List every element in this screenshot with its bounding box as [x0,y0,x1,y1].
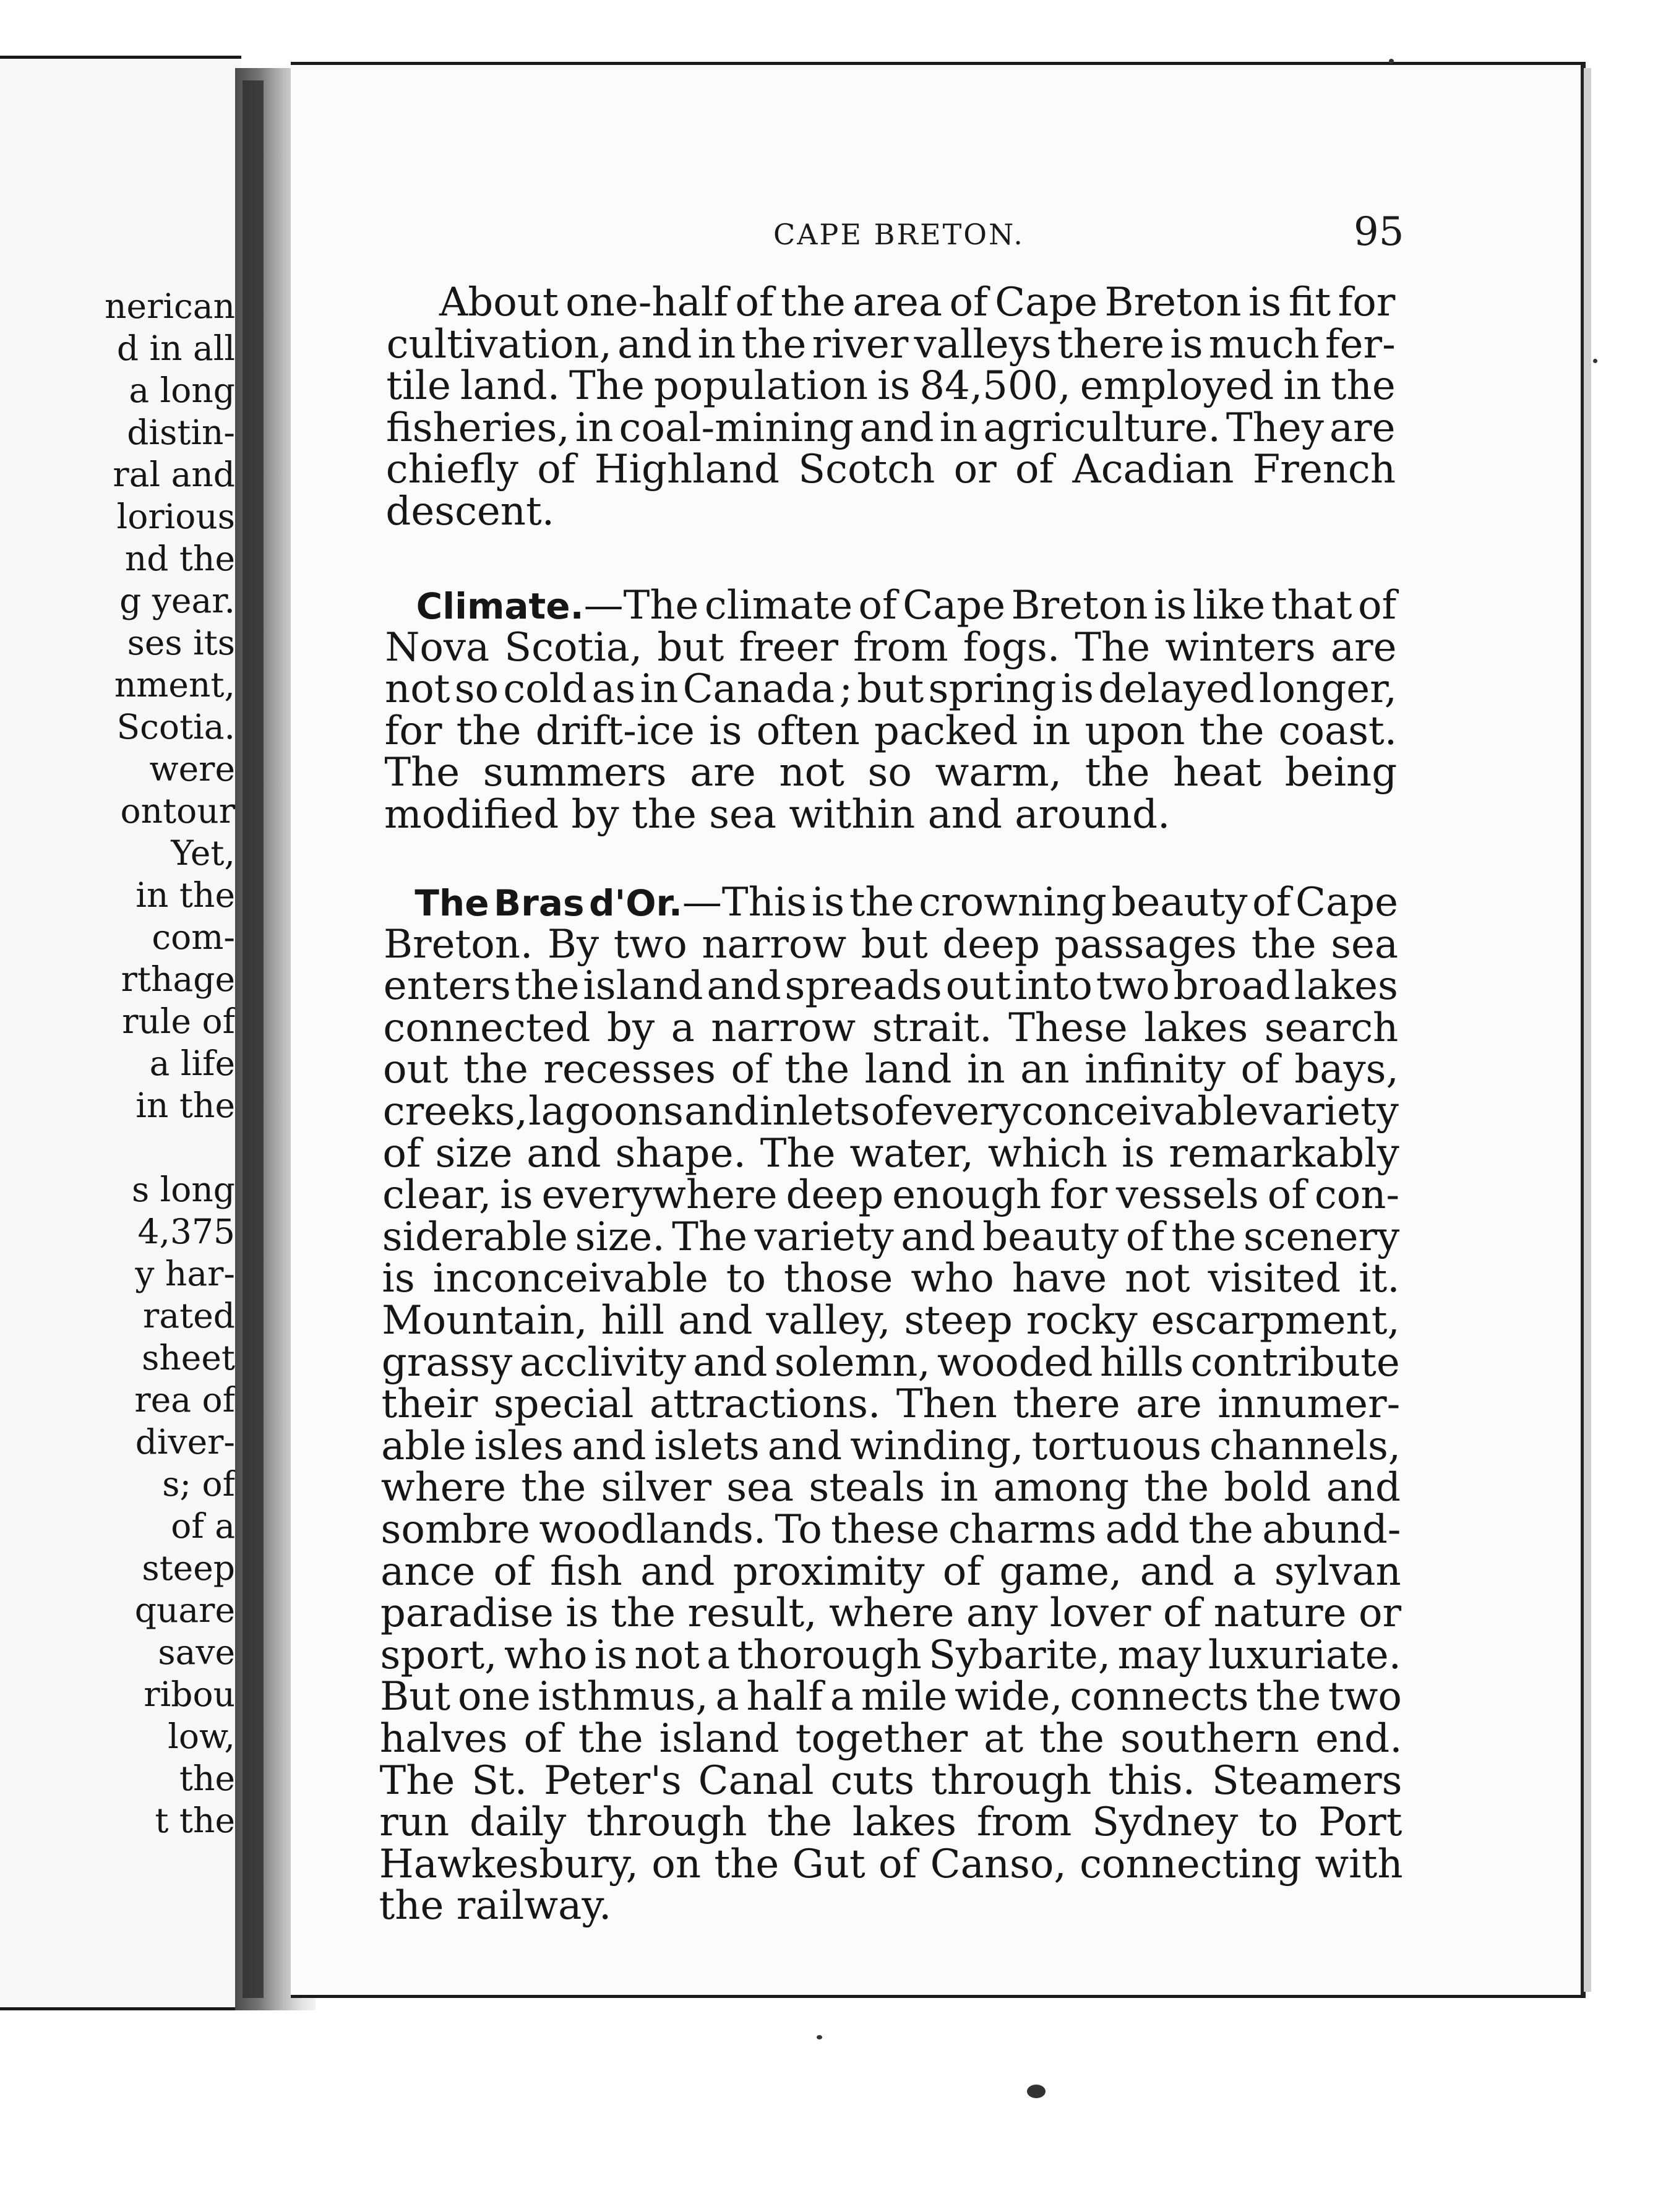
line-text: —This is the crowning beauty of Cape [682,880,1398,925]
left-page-line: ral and [113,455,235,494]
page-number: 95 [1354,209,1404,255]
running-head: CAPE BRETON. [773,218,1024,251]
left-page-line: a long [129,371,235,410]
text-line: siderable size. The variety and beauty of the scenery [382,1214,1400,1260]
left-page-line: low, [168,1717,235,1756]
text-line: creeks, lagoons and inlets of every conceivable variety [382,1089,1399,1134]
left-page-line: diver- [135,1422,235,1462]
text-line: modified by the sea within and around. [384,792,1170,838]
left-page-line: nment, [114,665,235,705]
left-page-line: quare [134,1590,235,1630]
line-text: —The climate of Cape Breton is like that of [583,583,1397,628]
left-page-line: steep [142,1548,235,1588]
left-page-line: were [149,749,235,789]
left-page-line: ontour [120,791,235,831]
text-line: able isles and islets and winding, tortuous channels, [381,1423,1401,1469]
left-page-line: com- [152,917,235,957]
left-page-line: s long [131,1170,235,1209]
left-page-line: of a [171,1506,235,1546]
text-line: for the drift-ice is often packed in upon the coast. [384,708,1398,754]
text-line: fisheries, in coal-mining and in agriculture. They are [386,405,1396,451]
left-page-line: lorious [116,497,235,536]
text-line: is inconceivable to those who have not visited it. [382,1256,1400,1302]
text-line: run daily through the lakes from Sydney to Port [379,1799,1402,1846]
text-line: Mountain, hill and valley, steep rocky escarpment, [382,1298,1400,1344]
page-edge [1584,68,1591,1992]
text-line: connected by a narrow strait. These lakes search [383,1005,1399,1051]
text-line: not so cold as in Canada ; but spring is delayed longer, [384,666,1398,713]
text-line: sport, who is not a thorough Sybarite, may luxuriate. [380,1632,1401,1678]
left-page-line: distin- [127,413,235,452]
section-first-line [414,881,1398,924]
left-page-line: Yet, [171,833,235,873]
text-line: clear, is everywhere deep enough for vessels of con- [382,1172,1400,1219]
text-line: But one isthmus, a half a mile wide, connects the two [380,1674,1402,1720]
text-line: of size and shape. The water, which is remarkably [382,1130,1399,1177]
scan-speck [1389,59,1394,64]
text-line: their special attractions. Then there are innumer- [381,1381,1401,1428]
left-page-line: the [179,1759,235,1798]
left-page-line: in the [135,1086,235,1125]
text-line: enters the island and spreads out into two broad lakes [383,963,1398,1010]
left-page-line: s; of [162,1464,235,1504]
left-page-line: sheet [142,1338,235,1378]
text-line: About one-half of the area of Cape Breton is fit for [439,280,1396,325]
left-page-line: rthage [121,959,235,999]
text-line: chiefly of Highland Scotch or of Acadian French [385,447,1396,493]
text-line: sombre woodlands. To these charms add the abund- [380,1507,1401,1553]
text-line: The summers are not so warm, the heat being [384,750,1398,796]
text-line: halves of the island together at the southern end. [379,1716,1402,1762]
left-page-line: save [158,1632,235,1672]
text-line: tile land. The population is 84,500, employed in the [386,363,1396,409]
left-page-line: 4,375 [137,1212,235,1251]
text-line: Nova Scotia, but freer from fogs. The winters are [385,624,1397,671]
left-page-line: in the [135,875,235,915]
text-line: cultivation, and in the river valleys there is much fer- [386,321,1396,367]
left-facing-page [0,56,241,2010]
left-page-line: rea of [134,1380,235,1420]
left-page-line: ribou [144,1674,235,1714]
left-page-line: d in all [116,328,235,368]
left-page-line: y har- [135,1254,235,1293]
left-page-line: g year. [119,581,235,620]
scan-speck [1593,359,1597,363]
scan-speck [817,2035,822,2039]
section-first-line [416,585,1397,627]
left-page-line: nd the [124,539,235,578]
section-heading: Climate. [416,585,584,627]
text-line: grassy acclivity and solemn, wooded hills contribute [381,1339,1400,1386]
scan-speck [1027,2085,1046,2098]
text-line: out the recesses of the land in an infinity of bays, [383,1047,1399,1093]
left-page-line: nerican [105,286,235,326]
text-line: Hawkesbury, on the Gut of Canso, connecting with [379,1841,1403,1887]
left-page-line: ses its [127,623,235,662]
text-line: paradise is the result, where any lover of nature or [380,1590,1402,1637]
left-page-line: rated [143,1296,235,1335]
left-page-line: a life [149,1044,235,1083]
text-line: Breton. By two narrow but deep passages the sea [384,921,1399,967]
text-line: the railway. [379,1883,612,1929]
left-page-line: t the [155,1801,235,1840]
text-line: descent. [385,489,555,534]
text-line: ance of fish and proximity of game, and a sylvan [380,1548,1401,1595]
text-line: The St. Peter's Canal cuts through this. Steamers [379,1757,1402,1804]
section-heading: The Bras d'Or. [414,882,682,924]
text-line: where the silver sea steals in among the bold and [380,1465,1401,1511]
left-page-line: rule of [122,1001,235,1041]
left-page-line: Scotia. [116,707,235,747]
gutter-fold [243,80,264,1998]
